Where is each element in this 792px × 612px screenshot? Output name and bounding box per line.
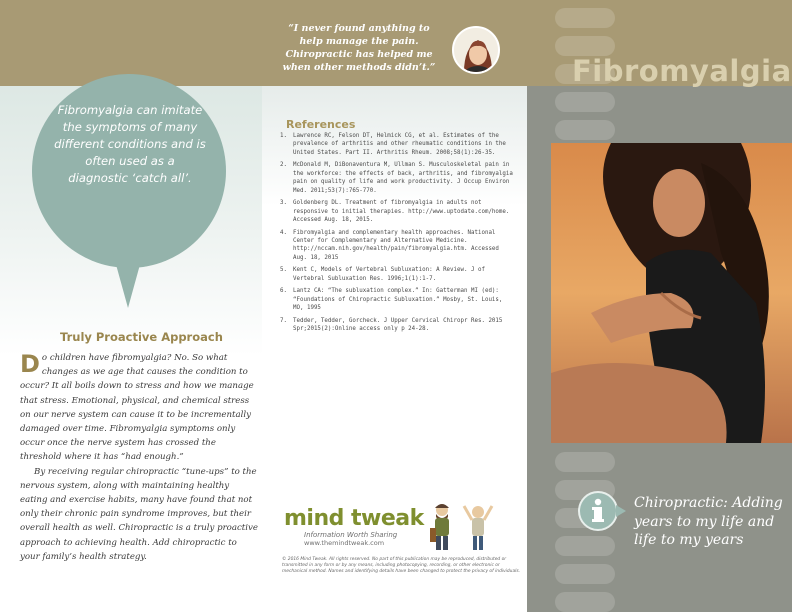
info-pointer [616,505,626,517]
body-text [20,351,258,564]
woman-holding-arm-image [551,143,792,443]
references-heading: References [286,118,356,131]
reference-item: 7. Tedder, Tedder, Gorcheck. J Upper Cervical Chiropr Res. 2015 Spr;2015(2):Online access only p 24-28. [280,317,503,333]
callout-text: Fibromyalgia can imitate the symptoms of many different conditions and is often used as a diagnostic ‘catch all’. [54,103,206,185]
testimonial-quote: “I never found anything to help manage the pain. Chiropractic has helped me when other methods didn’t.” [282,23,436,73]
reference-item: 4. Fibromyalgia and complementary health approaches. National Center for Complementary and Alternative Medicine. http://nccam.nih.gov/health/pain/fibromyalgia.htm. Accessed Aug. 18, 2015 [280,229,499,261]
closing-tagline: Chiropractic: Adding years to my life and life to my years [634,495,783,548]
body-paragraph-2: By receiving regular chiropractic “tune-ups” to the nervous system, along with maintaining healthy eating and exercise habits, many have found that not only their chronic pain syndrome improves, but their overall health as well. Chiropractic is a truly proactive approach to achieving health. Add chiropractic to your family’s health strategy. [20,466,258,562]
testimonial-avatar [452,26,500,74]
logo-url: www.themindtweak.com [304,539,385,547]
reference-item: 5. Kent C, Models of Vertebral Subluxation: A Review. J of Vertebral Subluxation Res. 1996;1(1):1-7. [280,267,485,282]
reference-item: 6. Lantz CA: “The subluxation complex.” In: Gatterman MI (ed): “Foundations of Chiropractic Subluxation.” Mosby, St. Louis, MO, 1995 [280,288,503,312]
section-heading: Truly Proactive Approach [60,330,223,344]
drop-cap: D [20,350,40,378]
info-icon [578,491,618,531]
logo-tagline: Information Worth Sharing [304,531,398,539]
body-paragraph-1: Do children have fibromyalgia? No. So what changes as we age that causes the condition to occur? It all boils down to stress and how we manage that stress. Emotional, physical, and chemical stress on our nerve system can cause it to be incrementally damaged over time. Fibromyalgia symptoms only occur once the nerve system has crossed the threshold where it has “had enough.” [20,350,254,463]
page-title: Fibromyalgia [572,54,792,88]
reference-item: 3. Goldenberg DL. Treatment of fibromyalgia in adults not responsive to initial therapies. http://www.uptodate.com/home. Accessed Aug. 18, 2015. [280,200,510,224]
reference-item: 1. Lawrence RC, Felson DT, Helmick CG, et al. Estimates of the prevalence of arthritis and other rheumatic conditions in the United States. Part II. Arthritis Rheum. 2008;58(1):26-35. [280,133,506,156]
cartoon-figures-icon [424,500,500,552]
copyright-notice: © 2016 Mind Tweak. All rights reserved. No part of this publication may be reproduced, distributed or transmitted in any form or by any means, including photocopying, recording, or other electronic or mechanical method. Names and identifying details have been changed to protect the privacy of individuals. [282,557,521,575]
reference-item: 2. McDonald M, DiBonaventura M, Ullman S. Musculoskeletal pain in the workforce: the effects of back, arthritis, and fibromyalgia pain on quality of life and work productivity. J Occup Environ Med. 2011;53(7):765-770. [280,162,513,194]
mind-tweak-logo [284,506,424,547]
hero-photo [551,143,792,443]
callout-bubble-tail [112,250,144,308]
references-list [280,132,516,338]
logo-wordmark: mind tweak [284,506,424,531]
